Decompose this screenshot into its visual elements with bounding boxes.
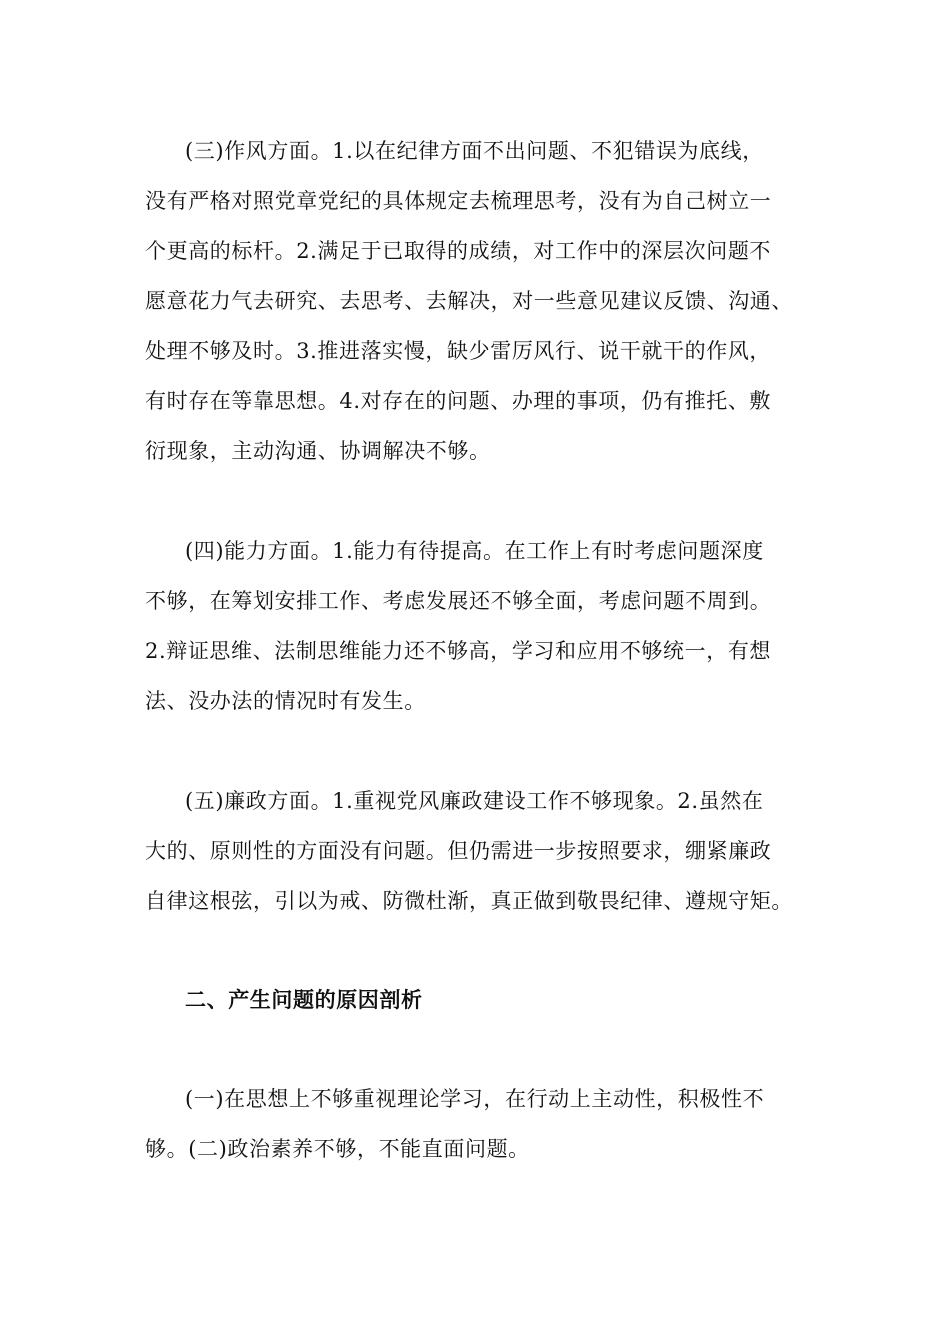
text-line: (三)作风方面。1.以在纪律方面不出问题、不犯错误为底线， xyxy=(185,139,764,163)
text-line: 衍现象，主动沟通、协调解决不够。 xyxy=(145,439,491,463)
text-line: 大的、原则性的方面没有问题。但仍需进一步按照要求，绷紧廉政 xyxy=(145,839,772,863)
text-line: 2.辩证思维、法制思维能力还不够高，学习和应用不够统一，有想 xyxy=(145,639,772,663)
text-line: 法、没办法的情况时有发生。 xyxy=(145,689,426,713)
text-line: (四)能力方面。1.能力有待提高。在工作上有时考虑问题深度 xyxy=(185,539,764,563)
text-line: 够。(二)政治素养不够，不能直面问题。 xyxy=(145,1137,530,1161)
section-heading: 二、产生问题的原因剖析 xyxy=(185,988,423,1012)
text-line: 不够，在筹划安排工作、考虑发展还不够全面，考虑问题不周到。 xyxy=(145,589,772,613)
text-line: (一)在思想上不够重视理论学习，在行动上主动性，积极性不 xyxy=(185,1087,765,1111)
text-line: 自律这根弦，引以为戒、防微杜渐，真正做到敬畏纪律、遵规守矩。 xyxy=(145,889,793,913)
text-line: (五)廉政方面。1.重视党风廉政建设工作不够现象。2.虽然在 xyxy=(185,789,764,813)
text-line: 有时存在等靠思想。4.对存在的问题、办理的事项，仍有推托、敷 xyxy=(145,389,772,413)
text-line: 愿意花力气去研究、去思考、去解决，对一些意见建议反馈、沟通、 xyxy=(145,289,793,313)
text-line: 处理不够及时。3.推进落实慢，缺少雷厉风行、说干就干的作风， xyxy=(145,339,772,363)
text-line: 个更高的标杆。2.满足于已取得的成绩，对工作中的深层次问题不 xyxy=(145,239,772,263)
text-line: 没有严格对照党章党纪的具体规定去梳理思考，没有为自己树立一 xyxy=(145,189,772,213)
